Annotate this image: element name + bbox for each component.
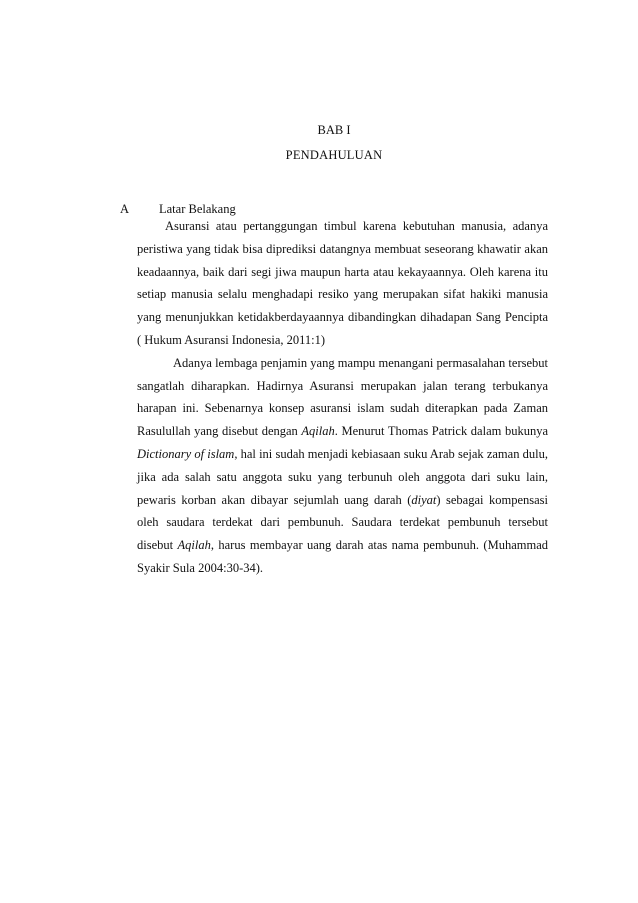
italic-term: Dictionary of islam [137,446,235,461]
body-text [137,215,548,580]
section-letter: A [120,202,130,216]
text-run: , harus membayar uang darah atas nama pembunuh. (Muhammad Syakir Sula 2004:30-34). [137,538,549,575]
text-run: , hal ini sudah menjadi kebiasaan suku Arab sejak zaman dulu, jika ada salah satu anggota suku yang terbunuh oleh anggota dari suku lain, pewaris korban akan dibayar sejumlah uang darah ( [137,446,548,507]
text-run: Asuransi atau pertanggungan timbul karena kebutuhan manusia, adanya peristiwa yang tidak bisa diprediksi datangnya membuat seseorang khawatir akan keadaannya, baik dari segi jiwa maupun harta atau kekayaannya. Oleh karena itu setiap manusia selalu menghadapi resiko yang merupakan sifat hakiki manusia yang menunjukkan ketidakberdayaannya dibandingkan dihadapan Sang Pencipta ( Hukum Asuransi Indonesia, 2011:1) [137,219,548,347]
text-run: ) sebagai kompensasi oleh saudara terdekat dari pembunuh. Saudara terdekat pembunuh tersebut disebut [137,492,548,553]
section-title: Latar Belakang [159,202,236,216]
text-run: Adanya lembaga penjamin yang mampu menangani permasalahan tersebut sangatlah diharapkan. Hadirnya Asuransi merupakan jalan terang terbukanya harapan ini. Sebenarnya konsep asuransi islam sudah diterapkan pada Zaman Rasulullah yang disebut dengan [137,355,548,439]
text-run: . Menurut Thomas Patrick dalam bukunya [334,424,548,439]
chapter-number: BAB I [317,123,351,137]
chapter-title: PENDAHULUAN [285,148,383,162]
paragraph [137,215,548,352]
paragraph [137,352,548,580]
italic-term: Aqilah [301,424,335,439]
italic-term: diyat [411,492,437,507]
italic-term: Aqilah [177,538,211,553]
missing-glyph-icon:   [129,202,139,216]
